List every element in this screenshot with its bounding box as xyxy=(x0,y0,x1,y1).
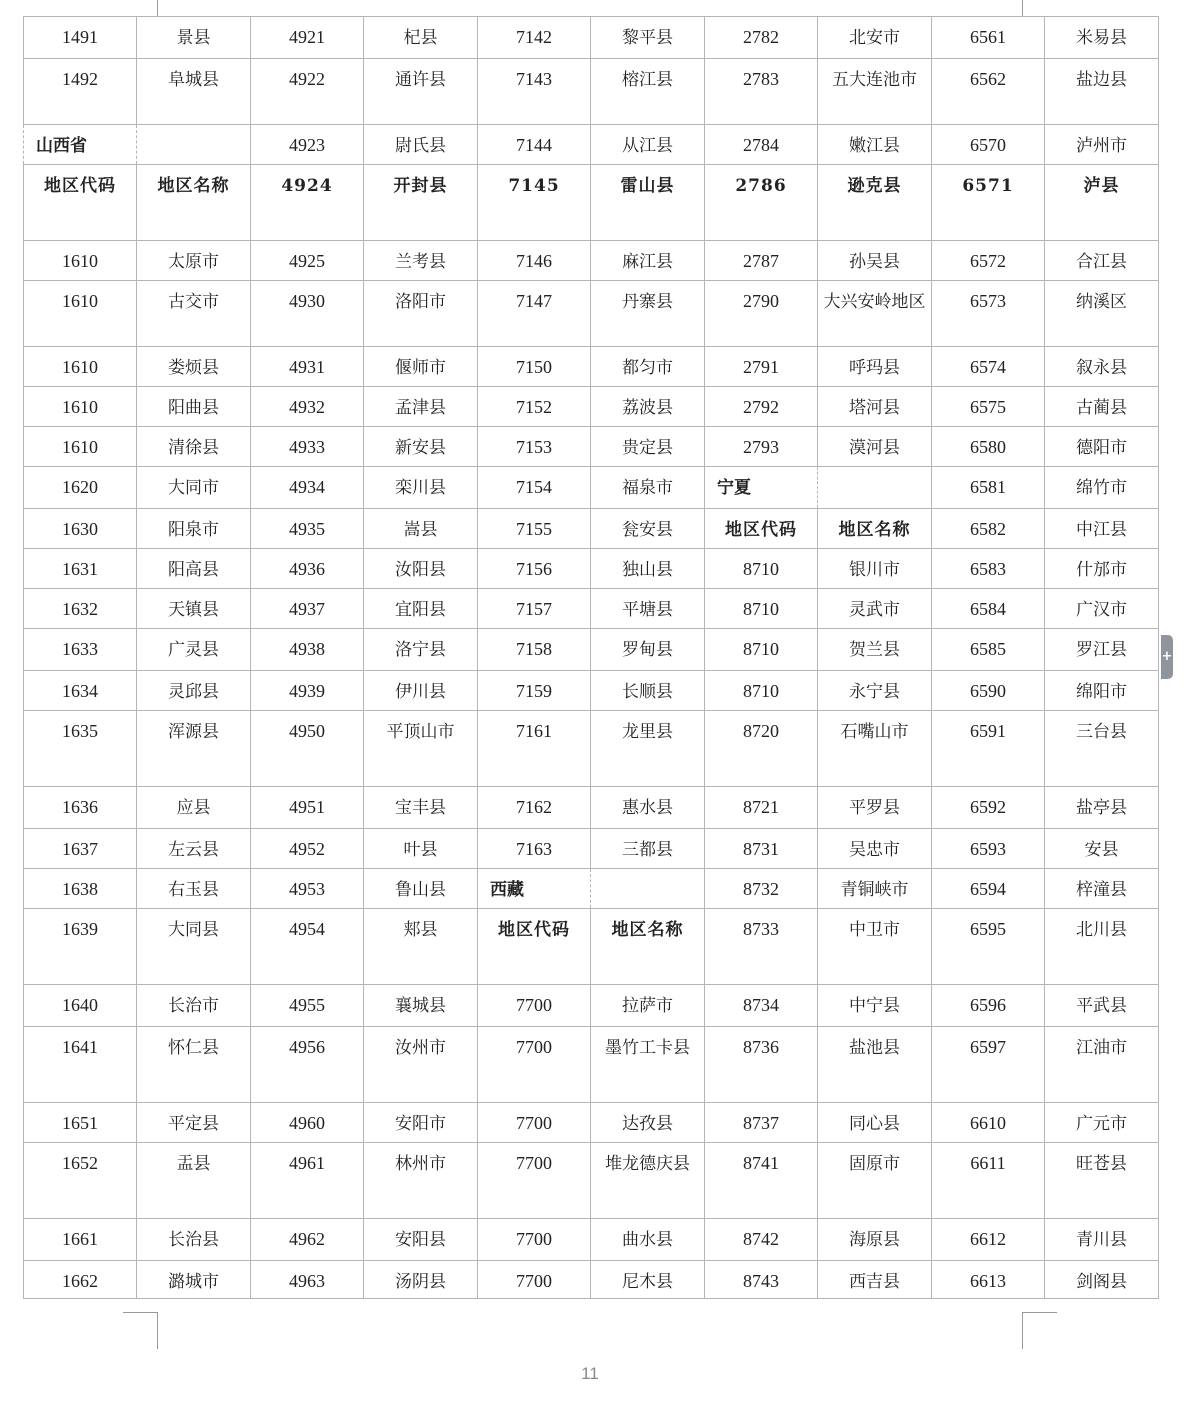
region-code-cell: 4921 xyxy=(251,17,364,59)
region-name-cell: 栾川县 xyxy=(364,467,478,509)
region-name-cell: 永宁县 xyxy=(818,671,932,711)
region-code-cell: 6611 xyxy=(932,1143,1045,1219)
region-name-cell: 海原县 xyxy=(818,1219,932,1261)
region-name-cell: 宝丰县 xyxy=(364,787,478,829)
region-code-cell: 8710 xyxy=(705,549,818,589)
region-code-cell: 8737 xyxy=(705,1103,818,1143)
region-code-cell: 4922 xyxy=(251,59,364,125)
region-name-cell: 纳溪区 xyxy=(1045,281,1159,347)
region-code-cell: 1610 xyxy=(24,427,137,467)
region-name-cell: 北川县 xyxy=(1045,909,1159,985)
region-name-cell: 孙吴县 xyxy=(818,241,932,281)
table-row xyxy=(24,427,1159,467)
column-header-cell: 4924 xyxy=(251,165,364,241)
table-row xyxy=(24,909,1159,985)
region-name-cell: 江油市 xyxy=(1045,1027,1159,1103)
region-name-cell: 嫩江县 xyxy=(818,125,932,165)
region-name-cell: 五大连池市 xyxy=(818,59,932,125)
region-code-cell: 8733 xyxy=(705,909,818,985)
region-code-cell: 8721 xyxy=(705,787,818,829)
region-name-cell: 西吉县 xyxy=(818,1261,932,1299)
region-code-cell: 6584 xyxy=(932,589,1045,629)
region-code-cell: 4933 xyxy=(251,427,364,467)
section-title-cell: 山西省 xyxy=(24,125,137,165)
table-row xyxy=(24,467,1159,509)
crop-mark-top-right xyxy=(1022,0,1057,17)
region-name-cell: 阳高县 xyxy=(137,549,251,589)
region-code-cell: 1610 xyxy=(24,387,137,427)
region-name-cell: 安县 xyxy=(1045,829,1159,869)
region-code-cell: 6581 xyxy=(932,467,1045,509)
region-name-cell: 鲁山县 xyxy=(364,869,478,909)
region-code-cell: 8742 xyxy=(705,1219,818,1261)
region-code-cell: 7163 xyxy=(478,829,591,869)
region-code-cell: 4951 xyxy=(251,787,364,829)
column-header-cell: 地区名称 xyxy=(137,165,251,241)
region-code-cell: 1651 xyxy=(24,1103,137,1143)
region-name-cell: 怀仁县 xyxy=(137,1027,251,1103)
table-row xyxy=(24,787,1159,829)
region-code-cell: 1631 xyxy=(24,549,137,589)
region-name-cell: 绵竹市 xyxy=(1045,467,1159,509)
region-name-cell: 平顶山市 xyxy=(364,711,478,787)
region-code-cell: 4934 xyxy=(251,467,364,509)
region-name-cell: 罗江县 xyxy=(1045,629,1159,671)
region-code-cell: 8710 xyxy=(705,589,818,629)
region-name-cell: 贵定县 xyxy=(591,427,705,467)
column-header-cell: 地区代码 xyxy=(478,909,591,985)
region-code-cell: 7153 xyxy=(478,427,591,467)
column-header-cell: 地区名称 xyxy=(591,909,705,985)
region-name-cell: 宜阳县 xyxy=(364,589,478,629)
region-name-cell: 叶县 xyxy=(364,829,478,869)
region-code-cell: 6596 xyxy=(932,985,1045,1027)
region-code-cell: 7150 xyxy=(478,347,591,387)
table-row xyxy=(24,281,1159,347)
region-code-cell: 6562 xyxy=(932,59,1045,125)
region-code-cell: 4950 xyxy=(251,711,364,787)
region-code-cell: 6574 xyxy=(932,347,1045,387)
region-name-cell: 叙永县 xyxy=(1045,347,1159,387)
region-name-cell: 盐亭县 xyxy=(1045,787,1159,829)
region-name-cell: 塔河县 xyxy=(818,387,932,427)
region-name-cell: 青铜峡市 xyxy=(818,869,932,909)
region-code-cell: 4931 xyxy=(251,347,364,387)
region-code-cell: 1636 xyxy=(24,787,137,829)
region-code-cell: 1641 xyxy=(24,1027,137,1103)
region-code-cell: 4961 xyxy=(251,1143,364,1219)
region-code-cell: 8736 xyxy=(705,1027,818,1103)
region-name-cell: 呼玛县 xyxy=(818,347,932,387)
region-code-cell: 4923 xyxy=(251,125,364,165)
region-name-cell: 杞县 xyxy=(364,17,478,59)
region-code-cell: 8710 xyxy=(705,629,818,671)
region-code-cell: 6594 xyxy=(932,869,1045,909)
region-name-cell: 拉萨市 xyxy=(591,985,705,1027)
region-name-cell: 什邡市 xyxy=(1045,549,1159,589)
region-name-cell: 安阳县 xyxy=(364,1219,478,1261)
region-name-cell: 德阳市 xyxy=(1045,427,1159,467)
region-code-cell: 1633 xyxy=(24,629,137,671)
column-header-cell: 逊克县 xyxy=(818,165,932,241)
region-name-cell: 偃师市 xyxy=(364,347,478,387)
region-code-cell: 7152 xyxy=(478,387,591,427)
column-header-cell: 地区代码 xyxy=(24,165,137,241)
region-code-cell: 7700 xyxy=(478,1027,591,1103)
region-code-cell: 7161 xyxy=(478,711,591,787)
region-code-table xyxy=(23,16,1159,1299)
table-row xyxy=(24,165,1159,241)
region-code-cell: 6612 xyxy=(932,1219,1045,1261)
column-header-cell: 2786 xyxy=(705,165,818,241)
region-name-cell: 中宁县 xyxy=(818,985,932,1027)
table-row xyxy=(24,241,1159,281)
region-code-cell: 4938 xyxy=(251,629,364,671)
region-name-cell: 从江县 xyxy=(591,125,705,165)
region-name-cell: 阳曲县 xyxy=(137,387,251,427)
region-code-cell: 8732 xyxy=(705,869,818,909)
region-name-cell: 麻江县 xyxy=(591,241,705,281)
column-header-cell: 地区代码 xyxy=(705,509,818,549)
region-name-cell: 阜城县 xyxy=(137,59,251,125)
region-code-cell: 6593 xyxy=(932,829,1045,869)
region-code-cell: 1610 xyxy=(24,281,137,347)
region-name-cell: 平罗县 xyxy=(818,787,932,829)
region-name-cell: 盐边县 xyxy=(1045,59,1159,125)
table-row xyxy=(24,671,1159,711)
region-name-cell: 盐池县 xyxy=(818,1027,932,1103)
region-name-cell: 广元市 xyxy=(1045,1103,1159,1143)
region-name-cell: 景县 xyxy=(137,17,251,59)
region-code-cell: 6572 xyxy=(932,241,1045,281)
table-row xyxy=(24,549,1159,589)
region-code-cell: 4953 xyxy=(251,869,364,909)
region-code-cell: 6575 xyxy=(932,387,1045,427)
region-name-cell: 郏县 xyxy=(364,909,478,985)
region-name-cell: 贺兰县 xyxy=(818,629,932,671)
crop-mark-bottom-right xyxy=(1022,1312,1057,1349)
region-name-cell: 清徐县 xyxy=(137,427,251,467)
region-name-cell: 天镇县 xyxy=(137,589,251,629)
region-name-cell: 三都县 xyxy=(591,829,705,869)
region-name-cell: 石嘴山市 xyxy=(818,711,932,787)
table-row xyxy=(24,1143,1159,1219)
region-name-cell: 独山县 xyxy=(591,549,705,589)
region-name-cell: 龙里县 xyxy=(591,711,705,787)
table-row xyxy=(24,59,1159,125)
table-row xyxy=(24,1261,1159,1299)
region-name-cell: 合江县 xyxy=(1045,241,1159,281)
region-name-cell: 尼木县 xyxy=(591,1261,705,1299)
region-code-cell: 4960 xyxy=(251,1103,364,1143)
region-code-cell: 7700 xyxy=(478,1261,591,1299)
region-name-cell: 新安县 xyxy=(364,427,478,467)
region-name-cell: 兰考县 xyxy=(364,241,478,281)
region-name-cell: 襄城县 xyxy=(364,985,478,1027)
region-name-cell: 大同市 xyxy=(137,467,251,509)
region-name-cell: 丹寨县 xyxy=(591,281,705,347)
region-code-cell: 7700 xyxy=(478,1103,591,1143)
region-name-cell: 阳泉市 xyxy=(137,509,251,549)
region-name-cell: 达孜县 xyxy=(591,1103,705,1143)
region-code-cell: 6582 xyxy=(932,509,1045,549)
region-name-cell: 梓潼县 xyxy=(1045,869,1159,909)
region-name-cell: 尉氏县 xyxy=(364,125,478,165)
region-code-cell: 4932 xyxy=(251,387,364,427)
region-code-cell: 1640 xyxy=(24,985,137,1027)
section-title-cell: 宁夏 xyxy=(705,467,818,509)
region-code-cell: 1661 xyxy=(24,1219,137,1261)
region-code-cell: 1634 xyxy=(24,671,137,711)
table-row xyxy=(24,629,1159,671)
region-name-cell: 福泉市 xyxy=(591,467,705,509)
region-name-cell: 长治县 xyxy=(137,1219,251,1261)
region-code-cell: 1491 xyxy=(24,17,137,59)
region-code-cell: 1492 xyxy=(24,59,137,125)
region-code-cell: 4956 xyxy=(251,1027,364,1103)
region-code-cell: 7146 xyxy=(478,241,591,281)
region-name-cell: 黎平县 xyxy=(591,17,705,59)
region-code-cell: 7700 xyxy=(478,1219,591,1261)
region-name-cell: 左云县 xyxy=(137,829,251,869)
table-row xyxy=(24,711,1159,787)
region-name-cell: 嵩县 xyxy=(364,509,478,549)
region-code-cell: 4935 xyxy=(251,509,364,549)
table-row xyxy=(24,125,1159,165)
empty-cell xyxy=(137,125,251,165)
region-name-cell: 伊川县 xyxy=(364,671,478,711)
crop-mark-bottom-left xyxy=(123,1312,158,1349)
region-code-cell: 7162 xyxy=(478,787,591,829)
region-code-cell: 7143 xyxy=(478,59,591,125)
region-code-cell: 6585 xyxy=(932,629,1045,671)
region-code-cell: 4936 xyxy=(251,549,364,589)
region-name-cell: 米易县 xyxy=(1045,17,1159,59)
region-name-cell: 浑源县 xyxy=(137,711,251,787)
region-code-cell: 1632 xyxy=(24,589,137,629)
region-code-cell: 8720 xyxy=(705,711,818,787)
region-code-cell: 1639 xyxy=(24,909,137,985)
region-name-cell: 孟津县 xyxy=(364,387,478,427)
region-name-cell: 同心县 xyxy=(818,1103,932,1143)
region-code-cell: 2784 xyxy=(705,125,818,165)
region-code-cell: 7158 xyxy=(478,629,591,671)
table-row xyxy=(24,17,1159,59)
region-name-cell: 盂县 xyxy=(137,1143,251,1219)
region-name-cell: 平武县 xyxy=(1045,985,1159,1027)
region-name-cell: 泸州市 xyxy=(1045,125,1159,165)
table-row xyxy=(24,347,1159,387)
region-code-cell: 6592 xyxy=(932,787,1045,829)
table-row xyxy=(24,1103,1159,1143)
region-code-cell: 2792 xyxy=(705,387,818,427)
region-name-cell: 惠水县 xyxy=(591,787,705,829)
region-code-cell: 2791 xyxy=(705,347,818,387)
region-code-cell: 1637 xyxy=(24,829,137,869)
region-name-cell: 青川县 xyxy=(1045,1219,1159,1261)
region-code-cell: 8734 xyxy=(705,985,818,1027)
column-header-cell: 6571 xyxy=(932,165,1045,241)
region-name-cell: 剑阁县 xyxy=(1045,1261,1159,1299)
region-name-cell: 潞城市 xyxy=(137,1261,251,1299)
region-name-cell: 吴忠市 xyxy=(818,829,932,869)
region-code-cell: 4962 xyxy=(251,1219,364,1261)
region-name-cell: 中卫市 xyxy=(818,909,932,985)
region-code-cell: 6580 xyxy=(932,427,1045,467)
region-name-cell: 广灵县 xyxy=(137,629,251,671)
region-name-cell: 古交市 xyxy=(137,281,251,347)
table-row xyxy=(24,589,1159,629)
region-name-cell: 平塘县 xyxy=(591,589,705,629)
empty-cell xyxy=(591,869,705,909)
table-row xyxy=(24,387,1159,427)
column-header-cell: 地区名称 xyxy=(818,509,932,549)
region-code-cell: 7156 xyxy=(478,549,591,589)
region-code-cell: 7700 xyxy=(478,985,591,1027)
region-name-cell: 平定县 xyxy=(137,1103,251,1143)
region-code-cell: 8710 xyxy=(705,671,818,711)
region-code-cell: 7155 xyxy=(478,509,591,549)
region-code-cell: 7154 xyxy=(478,467,591,509)
region-name-cell: 堆龙德庆县 xyxy=(591,1143,705,1219)
region-name-cell: 罗甸县 xyxy=(591,629,705,671)
region-name-cell: 长治市 xyxy=(137,985,251,1027)
region-code-cell: 8741 xyxy=(705,1143,818,1219)
region-code-cell: 6595 xyxy=(932,909,1045,985)
region-name-cell: 瓮安县 xyxy=(591,509,705,549)
table-row xyxy=(24,1027,1159,1103)
region-name-cell: 娄烦县 xyxy=(137,347,251,387)
region-name-cell: 旺苍县 xyxy=(1045,1143,1159,1219)
crop-mark-top-left xyxy=(123,0,158,17)
region-code-cell: 1620 xyxy=(24,467,137,509)
region-name-cell: 大同县 xyxy=(137,909,251,985)
region-code-cell: 7157 xyxy=(478,589,591,629)
region-code-cell: 1610 xyxy=(24,241,137,281)
region-name-cell: 三台县 xyxy=(1045,711,1159,787)
region-code-cell: 6590 xyxy=(932,671,1045,711)
empty-cell xyxy=(818,467,932,509)
region-code-cell: 7147 xyxy=(478,281,591,347)
region-code-cell: 2783 xyxy=(705,59,818,125)
region-code-cell: 6561 xyxy=(932,17,1045,59)
plus-icon: + xyxy=(1161,649,1173,664)
region-name-cell: 都匀市 xyxy=(591,347,705,387)
region-name-cell: 古蔺县 xyxy=(1045,387,1159,427)
column-header-cell: 泸县 xyxy=(1045,165,1159,241)
region-code-cell: 7159 xyxy=(478,671,591,711)
column-header-cell: 开封县 xyxy=(364,165,478,241)
region-code-cell: 4963 xyxy=(251,1261,364,1299)
region-name-cell: 洛阳市 xyxy=(364,281,478,347)
region-code-cell: 7700 xyxy=(478,1143,591,1219)
region-code-cell: 8731 xyxy=(705,829,818,869)
region-name-cell: 林州市 xyxy=(364,1143,478,1219)
region-code-cell: 6613 xyxy=(932,1261,1045,1299)
region-name-cell: 右玉县 xyxy=(137,869,251,909)
table-row xyxy=(24,869,1159,909)
region-code-cell: 4939 xyxy=(251,671,364,711)
region-code-cell: 6570 xyxy=(932,125,1045,165)
region-name-cell: 曲水县 xyxy=(591,1219,705,1261)
region-code-cell: 2790 xyxy=(705,281,818,347)
region-name-cell: 长顺县 xyxy=(591,671,705,711)
region-code-cell: 7144 xyxy=(478,125,591,165)
region-name-cell: 安阳市 xyxy=(364,1103,478,1143)
region-name-cell: 榕江县 xyxy=(591,59,705,125)
region-code-cell: 4930 xyxy=(251,281,364,347)
region-code-cell: 4937 xyxy=(251,589,364,629)
region-code-cell: 7142 xyxy=(478,17,591,59)
region-name-cell: 北安市 xyxy=(818,17,932,59)
region-code-cell: 6597 xyxy=(932,1027,1045,1103)
region-code-cell: 6573 xyxy=(932,281,1045,347)
region-name-cell: 固原市 xyxy=(818,1143,932,1219)
region-name-cell: 广汉市 xyxy=(1045,589,1159,629)
region-code-cell: 1652 xyxy=(24,1143,137,1219)
region-name-cell: 墨竹工卡县 xyxy=(591,1027,705,1103)
region-code-cell: 6583 xyxy=(932,549,1045,589)
region-code-cell: 4955 xyxy=(251,985,364,1027)
region-name-cell: 洛宁县 xyxy=(364,629,478,671)
region-code-cell: 1638 xyxy=(24,869,137,909)
region-name-cell: 银川市 xyxy=(818,549,932,589)
table-row xyxy=(24,1219,1159,1261)
table-row xyxy=(24,829,1159,869)
table-row xyxy=(24,985,1159,1027)
region-name-cell: 汤阴县 xyxy=(364,1261,478,1299)
region-name-cell: 中江县 xyxy=(1045,509,1159,549)
region-name-cell: 应县 xyxy=(137,787,251,829)
region-name-cell: 大兴安岭地区 xyxy=(818,281,932,347)
region-code-cell: 4925 xyxy=(251,241,364,281)
region-name-cell: 汝阳县 xyxy=(364,549,478,589)
region-code-cell: 1610 xyxy=(24,347,137,387)
region-code-cell: 4952 xyxy=(251,829,364,869)
table-body xyxy=(24,17,1159,1299)
region-name-cell: 荔波县 xyxy=(591,387,705,427)
region-code-cell: 1630 xyxy=(24,509,137,549)
region-name-cell: 太原市 xyxy=(137,241,251,281)
region-code-cell: 1635 xyxy=(24,711,137,787)
page-number: 11 xyxy=(581,1364,599,1383)
column-header-cell: 雷山县 xyxy=(591,165,705,241)
region-name-cell: 灵邱县 xyxy=(137,671,251,711)
region-name-cell: 绵阳市 xyxy=(1045,671,1159,711)
region-name-cell: 汝州市 xyxy=(364,1027,478,1103)
region-code-cell: 6591 xyxy=(932,711,1045,787)
region-name-cell: 灵武市 xyxy=(818,589,932,629)
region-name-cell: 通许县 xyxy=(364,59,478,125)
expand-panel-tab[interactable] xyxy=(1161,635,1173,679)
section-title-cell: 西藏 xyxy=(478,869,591,909)
region-code-cell: 6610 xyxy=(932,1103,1045,1143)
region-name-cell: 漠河县 xyxy=(818,427,932,467)
region-code-cell: 2782 xyxy=(705,17,818,59)
table-row xyxy=(24,509,1159,549)
region-code-cell: 4954 xyxy=(251,909,364,985)
region-code-cell: 1662 xyxy=(24,1261,137,1299)
region-code-cell: 2793 xyxy=(705,427,818,467)
region-code-cell: 2787 xyxy=(705,241,818,281)
column-header-cell: 7145 xyxy=(478,165,591,241)
region-code-cell: 8743 xyxy=(705,1261,818,1299)
